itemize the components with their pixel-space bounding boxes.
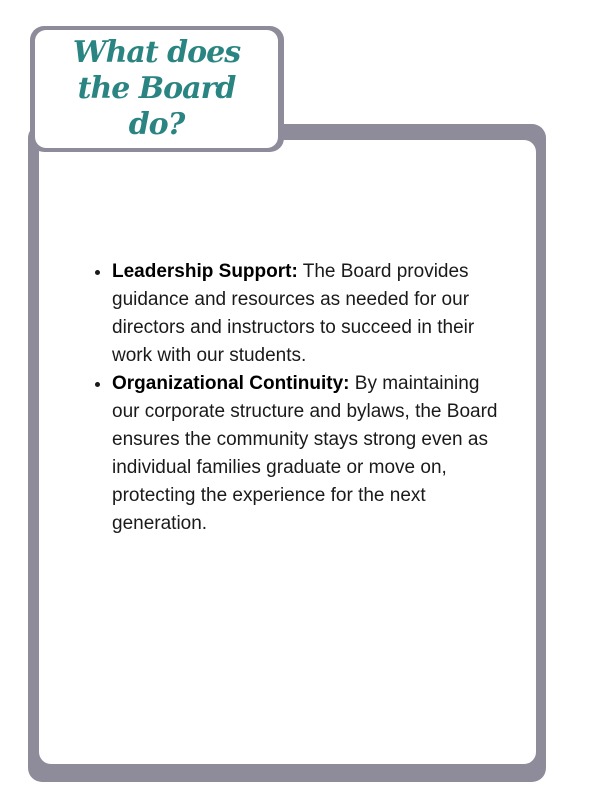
item-text: By maintaining our corporate structure and bylaws, the Board ensures the community stays strong even as individual families graduate or move on, protecting the experience for the next generation. <box>112 373 498 534</box>
bullet-list <box>84 258 504 538</box>
item-term: Leadership Support: <box>112 261 298 282</box>
list-item <box>112 370 504 538</box>
title-box <box>35 30 278 148</box>
content-area <box>84 258 504 538</box>
list-item <box>112 258 504 370</box>
item-text: The Board provides guidance and resources as needed for our directors and instructors to succeed in their work with our students. <box>112 261 475 366</box>
page-title: What does the Board do? <box>72 35 241 142</box>
item-term: Organizational Continuity: <box>112 373 350 394</box>
